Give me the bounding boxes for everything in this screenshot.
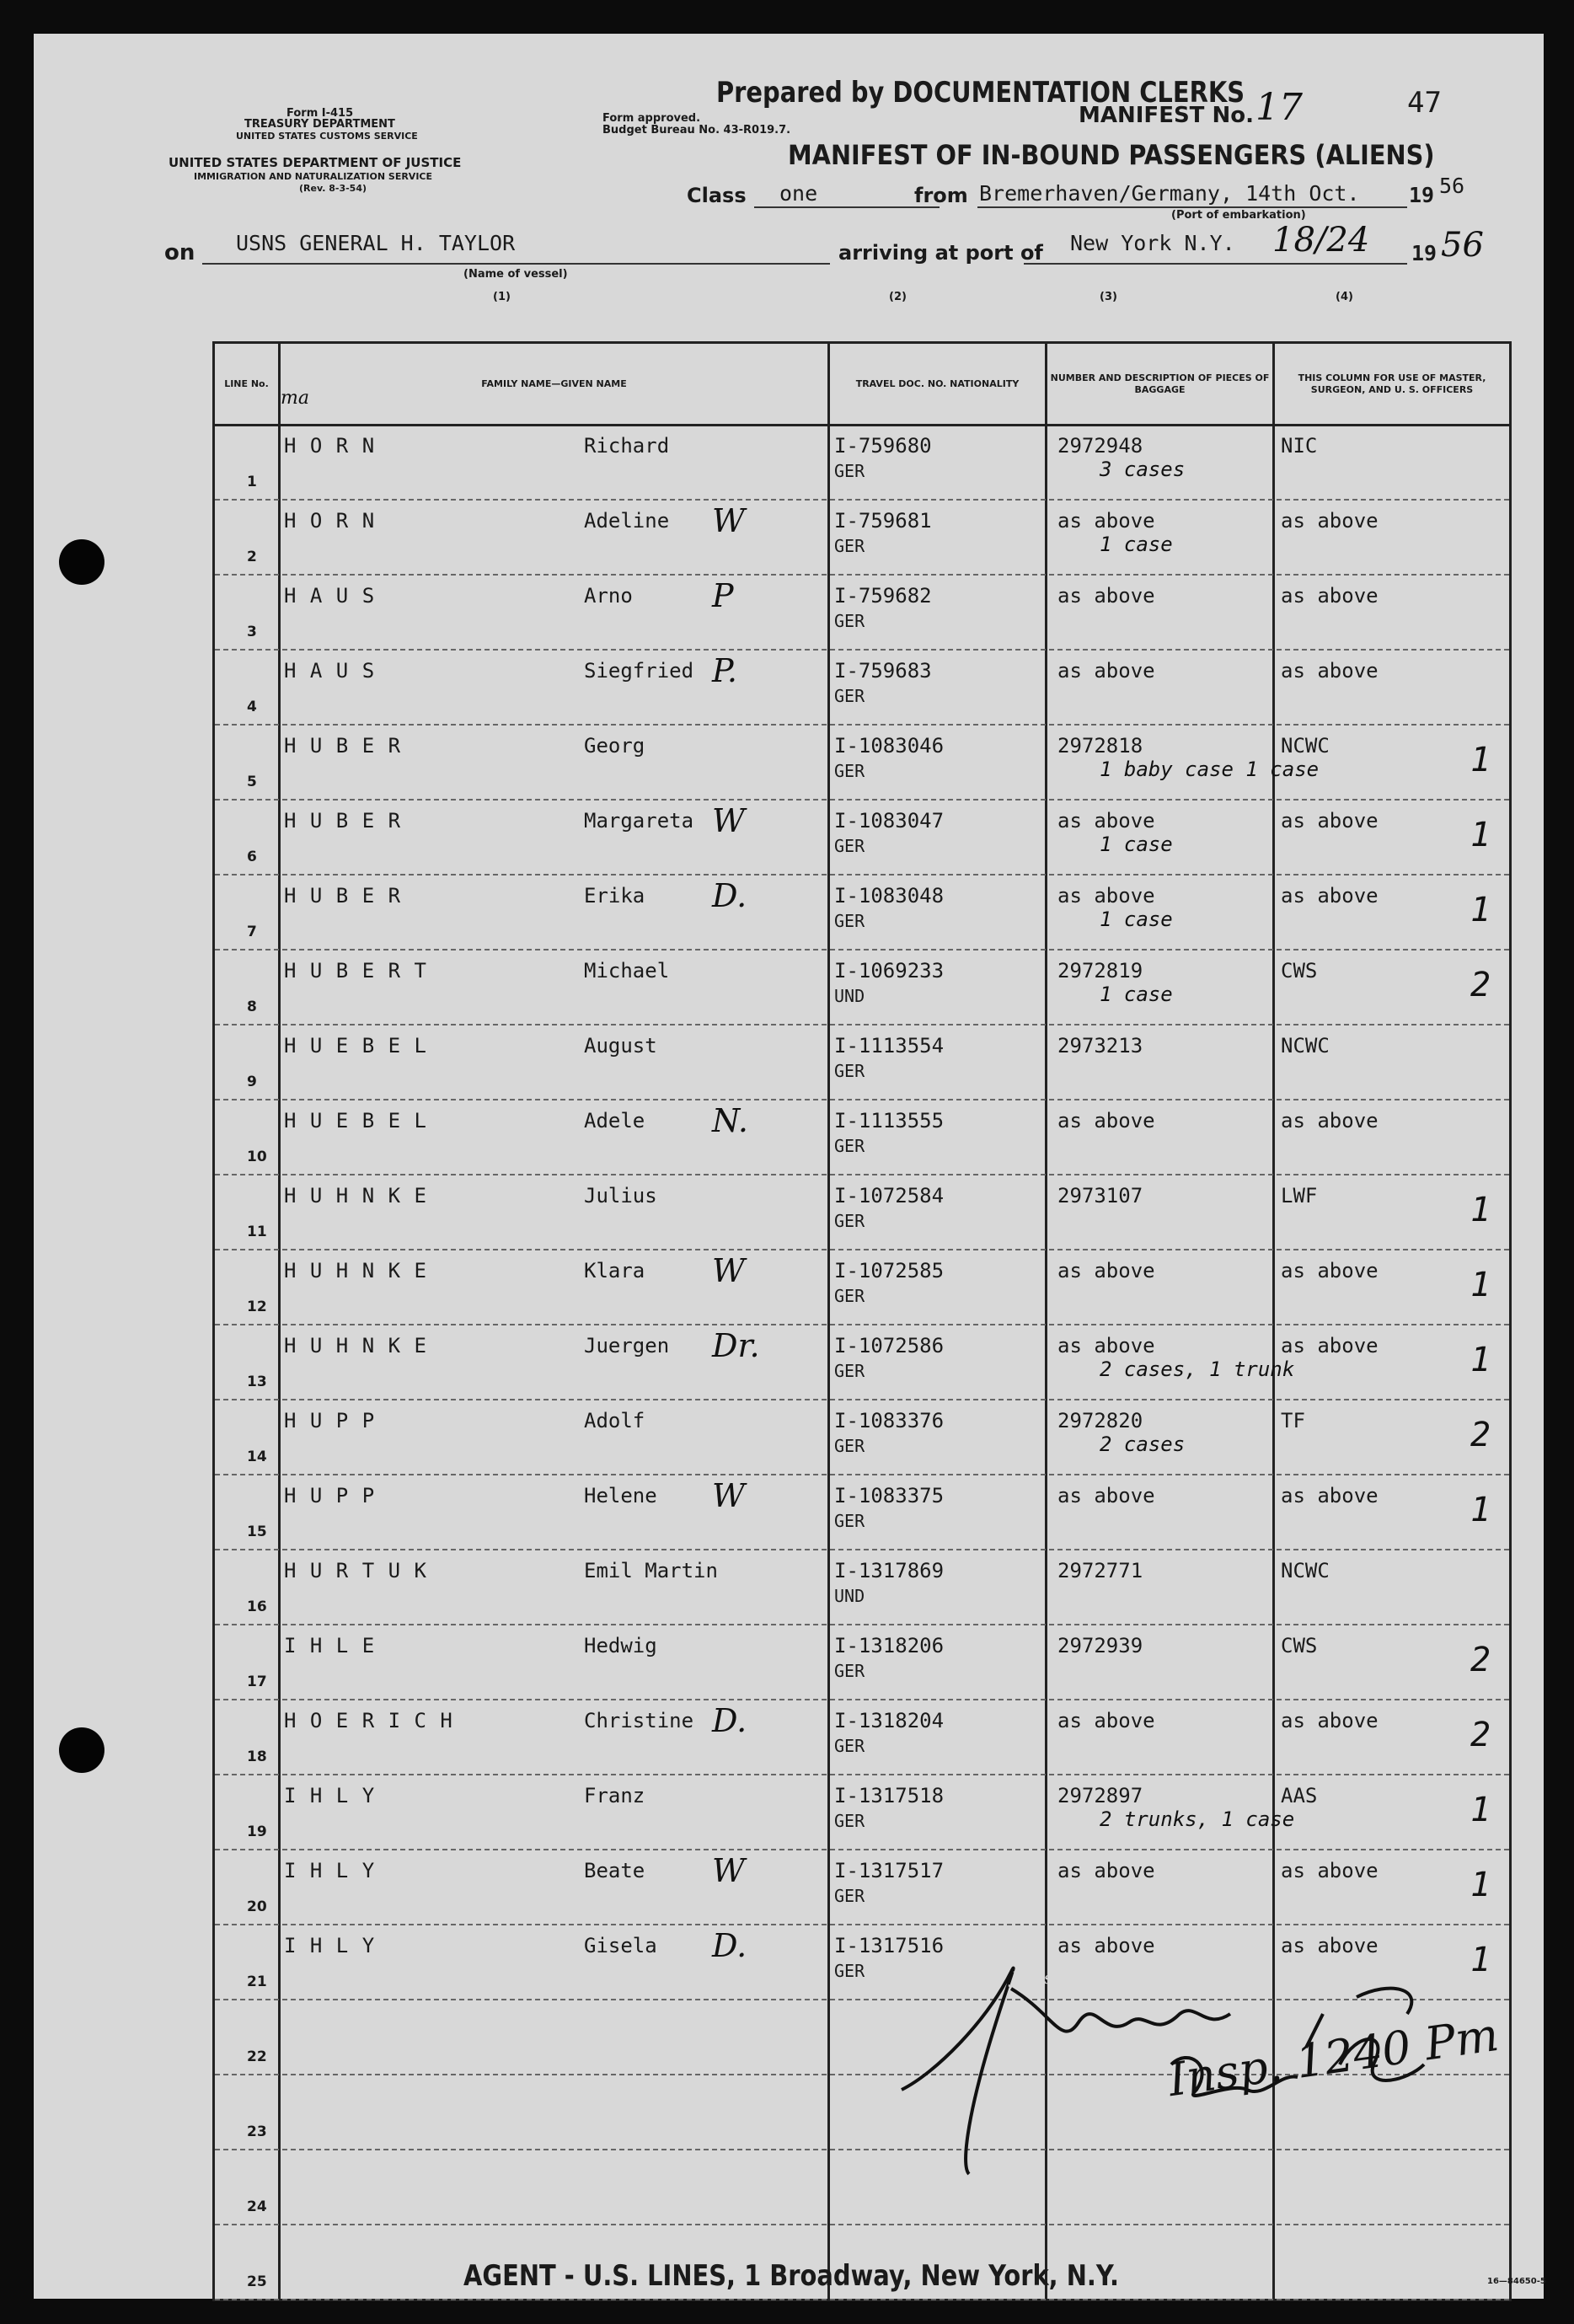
arrival-port: New York N.Y. [1070, 231, 1235, 255]
ins-label: IMMIGRATION AND NATURALIZATION SERVICE [194, 171, 433, 182]
nationality: GER [834, 1661, 865, 1681]
name-handwritten-mark: D. [712, 1927, 747, 1964]
family-name: H U R T U K [284, 1559, 427, 1582]
line-number: 8 [247, 999, 257, 1015]
documentation-stamp: Prepared by DOCUMENTATION CLERKS [716, 76, 1245, 110]
nationality: GER [834, 1361, 865, 1381]
family-name: H U H N K E [284, 1334, 427, 1357]
official-use: CWS [1281, 1634, 1318, 1657]
punch-hole-bottom [59, 1727, 104, 1773]
official-use: as above [1281, 1334, 1379, 1357]
header-line-no: LINE No. [224, 378, 269, 389]
manifest-no-label: MANIFEST No. [1079, 103, 1254, 128]
family-name: H U E B E L [284, 1034, 427, 1058]
form-approved: Form approved. [602, 112, 701, 125]
nationality: UND [834, 986, 865, 1006]
family-name: H U B E R [284, 884, 402, 908]
line-number: 1 [247, 474, 257, 490]
line-number: 23 [247, 2123, 267, 2140]
on-label: on [164, 240, 195, 265]
official-use: as above [1281, 1709, 1379, 1732]
line-number: 18 [247, 1748, 267, 1765]
nationality: GER [834, 1811, 865, 1831]
official-use: NCWC [1281, 1034, 1330, 1058]
tally-mark: 1 [1470, 816, 1491, 854]
tally-mark: 1 [1470, 1866, 1491, 1904]
department-of-justice: UNITED STATES DEPARTMENT OF JUSTICE [169, 155, 462, 170]
nationality: GER [834, 536, 865, 556]
line-number: 7 [247, 924, 257, 940]
nationality: GER [834, 1436, 865, 1456]
header-travel-doc: TRAVEL DOC. NO. NATIONALITY [855, 378, 1020, 389]
given-name: Richard [584, 434, 670, 458]
official-use: TF [1281, 1409, 1305, 1432]
baggage-description: as above [1057, 1484, 1155, 1507]
official-use: as above [1281, 884, 1379, 908]
class-label: Class [687, 184, 747, 207]
official-use: LWF [1281, 1184, 1318, 1208]
travel-doc-number: I-1069233 [834, 959, 945, 983]
travel-doc-number: I-1318204 [834, 1709, 945, 1732]
year2-value: 56 [1441, 226, 1484, 265]
port-embarkation-caption: (Port of embarkation) [1171, 209, 1306, 222]
given-name: Adeline [584, 509, 670, 533]
baggage-handwritten: 1 case [1100, 983, 1173, 1006]
tally-mark: 1 [1470, 1791, 1491, 1829]
given-name: Emil Martin [584, 1559, 718, 1582]
ma-annotation: ma [281, 388, 309, 409]
baggage-description: as above [1057, 1709, 1155, 1732]
travel-doc-number: I-1083047 [834, 809, 945, 833]
name-handwritten-mark: W [712, 1252, 746, 1289]
nationality: GER [834, 611, 865, 631]
family-name: H U E B E L [284, 1109, 427, 1133]
nationality: GER [834, 1736, 865, 1756]
given-name: Juergen [584, 1334, 670, 1357]
line-number: 11 [247, 1224, 267, 1240]
travel-doc-number: I-759683 [834, 659, 932, 683]
family-name: I H L Y [284, 1784, 376, 1807]
family-name: H U P P [284, 1484, 376, 1507]
travel-doc-number: I-1072585 [834, 1259, 945, 1282]
baggage-description: 2972819 [1057, 959, 1143, 983]
baggage-description: 2972771 [1057, 1559, 1143, 1582]
official-use: as above [1281, 1859, 1379, 1882]
given-name: Franz [584, 1784, 645, 1807]
line-number: 20 [247, 1898, 267, 1915]
family-name: H O E R I C H [284, 1709, 453, 1732]
official-use: as above [1281, 584, 1379, 608]
given-name: Beate [584, 1859, 645, 1882]
family-name: H A U S [284, 659, 376, 683]
baggage-description: 2972820 [1057, 1409, 1143, 1432]
nationality: UND [834, 1586, 865, 1606]
line-number: 10 [247, 1149, 267, 1165]
travel-doc-number: I-1083376 [834, 1409, 945, 1432]
baggage-description: 2972897 [1057, 1784, 1143, 1807]
line-number: 15 [247, 1523, 267, 1540]
family-name: H O R N [284, 509, 376, 533]
line-number: 14 [247, 1448, 267, 1465]
official-use: NCWC [1281, 1559, 1330, 1582]
family-name: H U P P [284, 1409, 376, 1432]
baggage-description: as above [1057, 1859, 1155, 1882]
given-name: Arno [584, 584, 633, 608]
baggage-handwritten: 1 baby case 1 case [1100, 758, 1320, 781]
baggage-handwritten: 1 case [1100, 533, 1173, 556]
nationality: GER [834, 1511, 865, 1531]
baggage-description: as above [1057, 1934, 1155, 1957]
baggage-description: 2973107 [1057, 1184, 1143, 1208]
class-value: one [779, 181, 818, 206]
nationality: GER [834, 1286, 865, 1306]
name-handwritten-mark: W [712, 502, 746, 539]
baggage-handwritten: 2 cases [1100, 1432, 1186, 1456]
travel-doc-number: I-1317869 [834, 1559, 945, 1582]
year-value: 56 [1439, 174, 1465, 198]
nationality: GER [834, 1211, 865, 1231]
vessel-caption: (Name of vessel) [463, 268, 568, 281]
line-number: 5 [247, 774, 257, 790]
header-official-use: THIS COLUMN FOR USE OF MASTER, SURGEON, AND U. S. OFFICERS [1298, 372, 1486, 395]
treasury-department: TREASURY DEPARTMENT [244, 118, 395, 131]
agent-footer: AGENT - U.S. LINES, 1 Broadway, New York, N.Y. [463, 2259, 1120, 2293]
official-use: as above [1281, 1259, 1379, 1282]
line-number: 4 [247, 699, 257, 715]
name-handwritten-mark: W [712, 1477, 746, 1514]
page-number: 47 [1407, 86, 1442, 120]
header-baggage: NUMBER AND DESCRIPTION OF PIECES OF BAGGAGE [1050, 372, 1270, 395]
nationality: GER [834, 1886, 865, 1906]
travel-doc-number: I-1317516 [834, 1934, 945, 1957]
baggage-description: as above [1057, 509, 1155, 533]
travel-doc-number: I-759681 [834, 509, 932, 533]
tally-mark: 1 [1470, 1941, 1491, 1979]
year-prefix: 19 [1409, 183, 1435, 207]
nationality: GER [834, 836, 865, 856]
from-value: Bremerhaven/Germany, 14th Oct. [979, 181, 1360, 206]
travel-doc-number: I-1113555 [834, 1109, 945, 1133]
baggage-description: as above [1057, 659, 1155, 683]
tally-mark: 2 [1470, 1641, 1491, 1679]
family-name: H U B E R [284, 734, 402, 758]
travel-doc-number: I-1317517 [834, 1859, 945, 1882]
line-number: 22 [247, 2048, 267, 2065]
official-use: as above [1281, 659, 1379, 683]
col-num-2: (2) [889, 291, 907, 303]
name-handwritten-mark: P [712, 577, 734, 614]
tally-mark: 1 [1470, 1491, 1491, 1529]
given-name: Julius [584, 1184, 657, 1208]
arriving-label: arriving at port of [838, 241, 1043, 265]
signature-text: Jmasker [1011, 1968, 1081, 1988]
given-name: Erika [584, 884, 645, 908]
budget-bureau: Budget Bureau No. 43-R019.7. [602, 124, 791, 137]
travel-doc-number: I-1083046 [834, 734, 945, 758]
name-handwritten-mark: P. [712, 652, 737, 689]
name-handwritten-mark: W [712, 1852, 746, 1889]
baggage-handwritten: 2 cases, 1 trunk [1100, 1357, 1295, 1381]
nationality: GER [834, 1136, 865, 1156]
line-number: 3 [247, 624, 257, 640]
tally-mark: 1 [1470, 1266, 1491, 1304]
vessel-name: USNS GENERAL H. TAYLOR [236, 231, 516, 255]
inspection-note: Insp. 1240 Pm [1164, 2007, 1502, 2107]
given-name: Margareta [584, 809, 694, 833]
given-name: Hedwig [584, 1634, 657, 1657]
baggage-description: 2972939 [1057, 1634, 1143, 1657]
given-name: Adele [584, 1109, 645, 1133]
travel-doc-number: I-1083375 [834, 1484, 945, 1507]
baggage-description: 2972948 [1057, 434, 1143, 458]
given-name: Klara [584, 1259, 645, 1282]
tally-mark: 1 [1470, 741, 1491, 779]
col-num-1: (1) [493, 291, 511, 303]
nationality: GER [834, 911, 865, 931]
line-number: 25 [247, 2273, 267, 2290]
arrival-date: 18/24 [1272, 221, 1370, 260]
travel-doc-number: I-1083048 [834, 884, 945, 908]
baggage-handwritten: 1 case [1100, 908, 1173, 931]
from-label: from [914, 184, 968, 207]
travel-doc-number: I-1318206 [834, 1634, 945, 1657]
travel-doc-number: I-1317518 [834, 1784, 945, 1807]
official-use: as above [1281, 509, 1379, 533]
family-name: H A U S [284, 584, 376, 608]
family-name: I H L Y [284, 1934, 376, 1957]
print-code: 16—84650-5 [1487, 2277, 1546, 2286]
baggage-description: as above [1057, 884, 1155, 908]
tally-mark: 2 [1470, 966, 1491, 1004]
punch-hole-top [59, 539, 104, 585]
name-handwritten-mark: Dr. [712, 1327, 760, 1364]
baggage-description: as above [1057, 1109, 1155, 1133]
baggage-handwritten: 2 trunks, 1 case [1100, 1807, 1295, 1831]
official-use: as above [1281, 1109, 1379, 1133]
family-name: H U B E R [284, 809, 402, 833]
nationality: GER [834, 461, 865, 481]
line-number: 17 [247, 1673, 267, 1690]
name-handwritten-mark: N. [712, 1102, 748, 1139]
manifest-number: 17 [1255, 86, 1303, 129]
official-use: CWS [1281, 959, 1318, 983]
travel-doc-number: I-759682 [834, 584, 932, 608]
official-use: as above [1281, 809, 1379, 833]
line-number: 6 [247, 849, 257, 865]
nationality: GER [834, 761, 865, 781]
manifest-title: MANIFEST OF IN-BOUND PASSENGERS (ALIENS) [788, 139, 1435, 171]
family-name: I H L E [284, 1634, 376, 1657]
given-name: Michael [584, 959, 670, 983]
baggage-handwritten: 3 cases [1100, 458, 1186, 481]
col-num-4: (4) [1336, 291, 1353, 303]
line-number: 16 [247, 1598, 267, 1615]
family-name: H U B E R T [284, 959, 427, 983]
name-handwritten-mark: W [712, 802, 746, 839]
tally-mark: 1 [1470, 1191, 1491, 1229]
family-name: H O R N [284, 434, 376, 458]
family-name: H U H N K E [284, 1184, 427, 1208]
tally-mark: 1 [1470, 891, 1491, 929]
given-name: Gisela [584, 1934, 657, 1957]
family-name: I H L Y [284, 1859, 376, 1882]
travel-doc-number: I-759680 [834, 434, 932, 458]
baggage-description: 2973213 [1057, 1034, 1143, 1058]
manifest-page [34, 34, 1544, 2299]
line-number: 19 [247, 1823, 267, 1840]
tally-mark: 2 [1470, 1416, 1491, 1454]
given-name: Helene [584, 1484, 657, 1507]
baggage-description: as above [1057, 809, 1155, 833]
travel-doc-number: I-1113554 [834, 1034, 945, 1058]
official-use: as above [1281, 1934, 1379, 1957]
line-number: 13 [247, 1374, 267, 1390]
family-name: H U H N K E [284, 1259, 427, 1282]
given-name: Siegfried [584, 659, 694, 683]
given-name: August [584, 1034, 657, 1058]
given-name: Adolf [584, 1409, 645, 1432]
tally-mark: 1 [1470, 1341, 1491, 1379]
header-name: FAMILY NAME—GIVEN NAME [481, 378, 627, 389]
baggage-description: as above [1057, 584, 1155, 608]
baggage-description: as above [1057, 1259, 1155, 1282]
official-use: as above [1281, 1484, 1379, 1507]
customs-service: UNITED STATES CUSTOMS SERVICE [236, 131, 418, 142]
given-name: Christine [584, 1709, 694, 1732]
baggage-description: 2972818 [1057, 734, 1143, 758]
travel-doc-number: I-1072586 [834, 1334, 945, 1357]
line-number: 21 [247, 1973, 267, 1990]
nationality: GER [834, 1061, 865, 1081]
nationality: GER [834, 686, 865, 706]
line-number: 24 [247, 2198, 267, 2215]
line-number: 2 [247, 549, 257, 565]
year2-prefix: 19 [1411, 241, 1437, 265]
form-number: Form I-415 [286, 107, 354, 120]
tally-mark: 2 [1470, 1716, 1491, 1754]
official-use: AAS [1281, 1784, 1318, 1807]
official-use: NCWC [1281, 734, 1330, 758]
name-handwritten-mark: D. [712, 1702, 747, 1739]
official-use: NIC [1281, 434, 1318, 458]
given-name: Georg [584, 734, 645, 758]
nationality: GER [834, 1961, 865, 1981]
baggage-description: as above [1057, 1334, 1155, 1357]
revision: (Rev. 8-3-54) [299, 183, 367, 194]
line-number: 12 [247, 1299, 267, 1315]
line-number: 9 [247, 1074, 257, 1090]
col-num-3: (3) [1100, 291, 1117, 303]
baggage-handwritten: 1 case [1100, 833, 1173, 856]
travel-doc-number: I-1072584 [834, 1184, 945, 1208]
name-handwritten-mark: D. [712, 877, 747, 914]
